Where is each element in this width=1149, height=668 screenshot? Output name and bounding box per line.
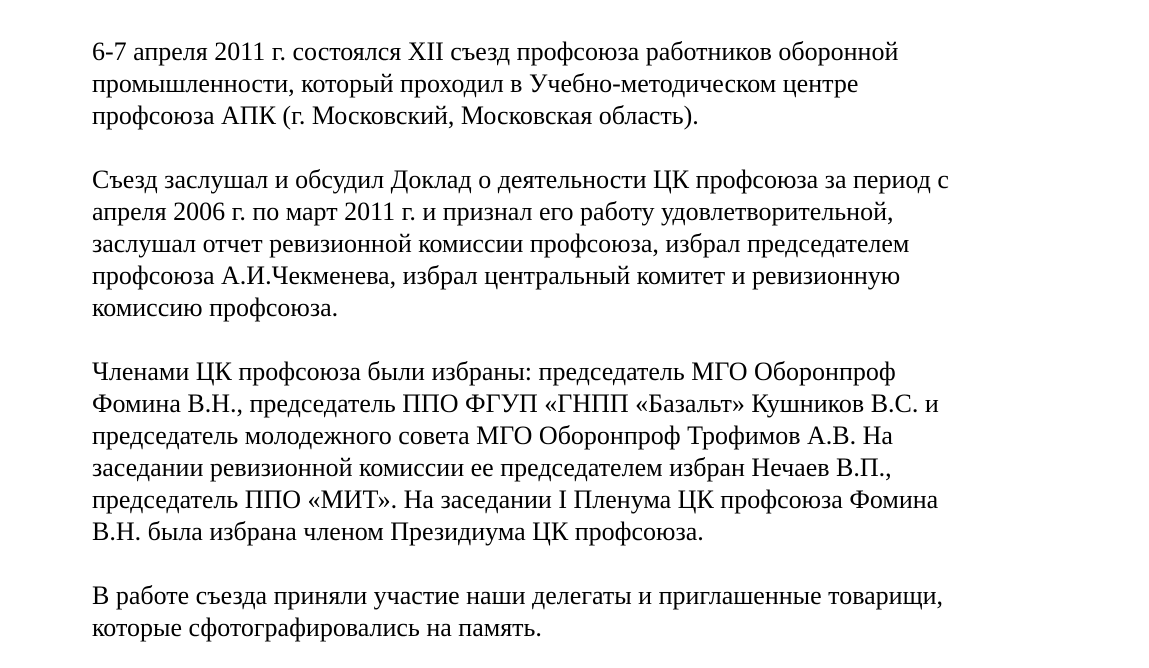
paragraph-elected-members xyxy=(92,356,1092,548)
text-line: апреля 2006 г. по март 2011 г. и признал его работу удовлетворительной, xyxy=(92,197,894,226)
text-line: В.Н. была избрана членом Президиума ЦК профсоюза. xyxy=(92,517,704,546)
text-line: Членами ЦК профсоюза были избраны: председатель МГО Оборонпроф xyxy=(92,357,896,386)
text-line: промышленности, который проходил в Учебно-методическом центре xyxy=(92,69,859,98)
text-line: профсоюза АПК (г. Московский, Московская область). xyxy=(92,101,699,130)
paragraph-congress-info xyxy=(92,36,1092,132)
paragraph-participants xyxy=(92,580,1092,644)
text-line: заслушал отчет ревизионной комиссии профсоюза, избрал председателем xyxy=(92,229,910,258)
text-line: которые сфотографировались на память. xyxy=(92,613,542,642)
text-line: В работе съезда приняли участие наши делегаты и приглашенные товарищи, xyxy=(92,581,944,610)
text-line: Фомина В.Н., председатель ППО ФГУП «ГНПП «Базальт» Кушников В.С. и xyxy=(92,389,939,418)
text-line: профсоюза А.И.Чекменева, избрал центральный комитет и ревизионную xyxy=(92,261,901,290)
text-line: председатель молодежного совета МГО Оборонпроф Трофимов А.В. На xyxy=(92,421,893,450)
text-line: 6-7 апреля 2011 г. состоялся XII съезд профсоюза работников оборонной xyxy=(92,37,899,66)
text-line: председатель ППО «МИТ». На заседании I Пленума ЦК профсоюза Фомина xyxy=(92,485,939,514)
text-line: Съезд заслушал и обсудил Доклад о деятельности ЦК профсоюза за период с xyxy=(92,165,949,194)
paragraph-report-decisions xyxy=(92,164,1092,324)
text-line: заседании ревизионной комиссии ее председателем избран Нечаев В.П., xyxy=(92,453,892,482)
document-body xyxy=(92,36,1092,644)
text-line: комиссию профсоюза. xyxy=(92,293,339,322)
